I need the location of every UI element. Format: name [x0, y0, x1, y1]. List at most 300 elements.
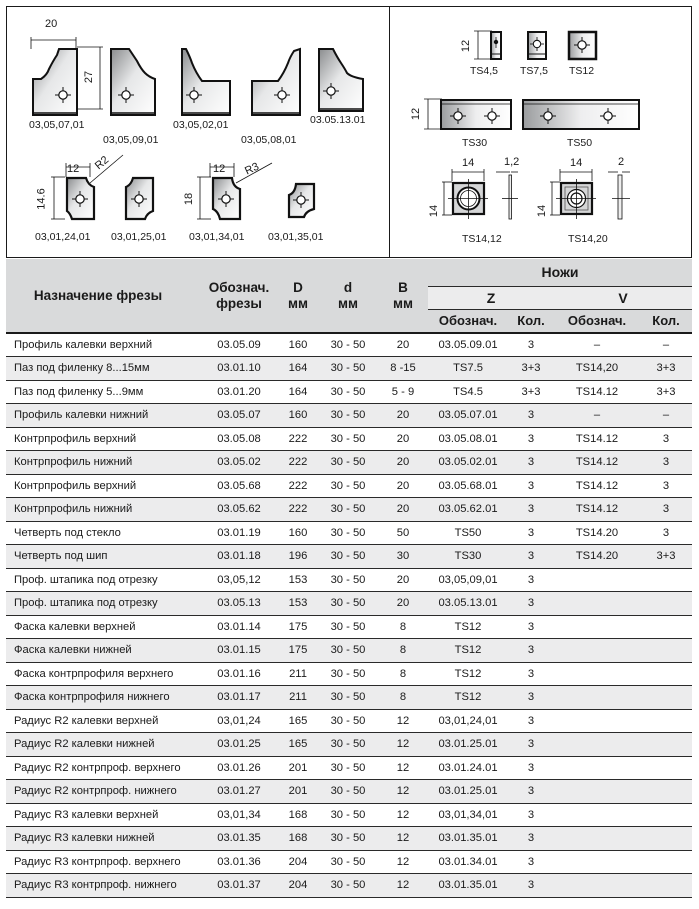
cell-cutter-code: 03.01.36 [200, 850, 278, 874]
profile-height-dim: 27 [83, 70, 96, 84]
r2-radius-dim: R2 [92, 153, 112, 173]
cell-cutter-code: 03.05.08 [200, 427, 278, 451]
header-v-code: Обознач. [554, 309, 640, 333]
cell-purpose: Радиус R2 контрпроф. верхнего [6, 756, 200, 780]
cell-d: 30 - 50 [318, 709, 378, 733]
cell-B: 20 [378, 404, 428, 428]
cell-purpose: Радиус R2 контрпроф. нижнего [6, 780, 200, 804]
ts1420-thickness-dim: 2 [618, 156, 625, 168]
cell-z-code: 03.01.34.01 [428, 850, 508, 874]
cell-D: 175 [278, 639, 318, 663]
cell-D: 175 [278, 615, 318, 639]
header-z-qty: Кол. [508, 309, 554, 333]
cell-z-code: TS30 [428, 545, 508, 569]
cell-purpose: Радиус R3 калевки нижней [6, 827, 200, 851]
cell-z-qty: 3 [508, 662, 554, 686]
cell-v-code [554, 850, 640, 874]
cell-B: 20 [378, 474, 428, 498]
cell-v-code: – [554, 404, 640, 428]
cell-cutter-code: 03.01.18 [200, 545, 278, 569]
cell-v-code [554, 733, 640, 757]
cell-z-qty: 3 [508, 615, 554, 639]
cell-z-qty: 3 [508, 545, 554, 569]
knife-label: 03,01,34,01 [189, 231, 245, 243]
cell-B: 8 [378, 615, 428, 639]
cell-B: 5 - 9 [378, 380, 428, 404]
cell-v-qty [640, 780, 692, 804]
knife-ts30-icon [440, 99, 512, 131]
cell-cutter-code: 03.01.37 [200, 874, 278, 898]
cell-z-code: 03,01,24,01 [428, 709, 508, 733]
table-row [6, 803, 692, 827]
knife-ts4-5-icon [490, 31, 502, 61]
cell-v-qty [640, 662, 692, 686]
cell-cutter-code: 03.01.27 [200, 780, 278, 804]
cell-z-qty: 3+3 [508, 357, 554, 381]
cell-purpose: Фаска контрпрофиля нижнего [6, 686, 200, 710]
cell-cutter-code: 03.05.02 [200, 451, 278, 475]
cell-z-code: TS12 [428, 615, 508, 639]
cell-purpose: Проф. штапика под отрезку [6, 592, 200, 616]
cell-B: 12 [378, 709, 428, 733]
cell-cutter-code: 03.01.15 [200, 639, 278, 663]
cell-B: 20 [378, 592, 428, 616]
ts-label: TS50 [567, 137, 593, 149]
header-B-label: B [398, 279, 408, 295]
knife-03-01-35-01-icon [288, 183, 316, 219]
knife-label: 03,01,25,01 [111, 231, 167, 243]
cell-purpose: Четверть под шип [6, 545, 200, 569]
cell-v-code: TS14.20 [554, 545, 640, 569]
cell-v-code [554, 568, 640, 592]
header-v-qty: Кол. [640, 309, 692, 333]
table-row [6, 639, 692, 663]
cell-v-code: TS14.12 [554, 474, 640, 498]
cell-z-code: 03.05.09.01 [428, 333, 508, 357]
table-row [6, 780, 692, 804]
cell-d: 30 - 50 [318, 662, 378, 686]
r2-height-dim: 14.6 [35, 188, 48, 210]
cell-B: 50 [378, 521, 428, 545]
cell-z-qty: 3 [508, 803, 554, 827]
cell-v-qty [640, 686, 692, 710]
cell-d: 30 - 50 [318, 451, 378, 475]
cell-v-qty [640, 639, 692, 663]
cell-z-code: 03.05.62.01 [428, 498, 508, 522]
header-knives: Ножи [428, 259, 692, 286]
cell-z-code: 03.01.35.01 [428, 827, 508, 851]
table-row [6, 380, 692, 404]
cell-cutter-code: 03,05,12 [200, 568, 278, 592]
cell-v-qty: – [640, 333, 692, 357]
cell-z-qty: 3 [508, 333, 554, 357]
cell-B: 12 [378, 803, 428, 827]
cell-z-qty: 3 [508, 427, 554, 451]
profile-knives-drawing-panel [6, 6, 390, 258]
header-B [378, 259, 428, 333]
knife-ts50-icon [522, 99, 640, 131]
cell-v-code [554, 756, 640, 780]
cell-v-qty: 3 [640, 474, 692, 498]
cell-D: 153 [278, 592, 318, 616]
header-knives-Z: Z [428, 286, 554, 309]
ts-label: TS30 [462, 137, 488, 149]
table-row [6, 827, 692, 851]
cell-v-qty [640, 874, 692, 898]
cell-B: 12 [378, 780, 428, 804]
cell-z-qty: 3 [508, 474, 554, 498]
cell-z-qty: 3 [508, 404, 554, 428]
cell-B: 8 -15 [378, 357, 428, 381]
r3-height-dim: 18 [183, 192, 196, 206]
table-row [6, 874, 692, 898]
ts-long-height-dim: 12 [410, 107, 423, 121]
cell-d: 30 - 50 [318, 803, 378, 827]
profile-width-dim: 20 [45, 18, 58, 30]
cell-z-code: 03.01.25.01 [428, 780, 508, 804]
cell-d: 30 - 50 [318, 850, 378, 874]
cell-v-qty [640, 709, 692, 733]
header-cutter-code-label: Обознач. фрезы [208, 279, 270, 311]
cell-v-code: TS14.20 [554, 521, 640, 545]
cell-D: 201 [278, 756, 318, 780]
cell-d: 30 - 50 [318, 615, 378, 639]
ts1412-size-dim: 14 [462, 157, 475, 169]
ts-label: TS14,20 [568, 233, 608, 245]
ts-small-height-dimension-icon [470, 31, 492, 61]
cell-cutter-code: 03,01,34 [200, 803, 278, 827]
ts-knives-drawing-panel [389, 6, 692, 258]
cell-z-code: TS4.5 [428, 380, 508, 404]
cell-v-qty [640, 592, 692, 616]
cell-d: 30 - 50 [318, 686, 378, 710]
header-z-code: Обознач. [428, 309, 508, 333]
table-row [6, 568, 692, 592]
cell-d: 30 - 50 [318, 780, 378, 804]
cell-cutter-code: 03.01.19 [200, 521, 278, 545]
table-row [6, 427, 692, 451]
cell-v-qty [640, 827, 692, 851]
cell-D: 165 [278, 733, 318, 757]
cell-D: 201 [278, 780, 318, 804]
cell-D: 196 [278, 545, 318, 569]
cell-purpose: Контрпрофиль нижний [6, 451, 200, 475]
table-row [6, 521, 692, 545]
header-cutter-code [200, 259, 278, 333]
cell-z-code: 03.01.25.01 [428, 733, 508, 757]
cell-v-qty: 3 [640, 451, 692, 475]
cell-z-qty: 3+3 [508, 380, 554, 404]
knife-label: 03,05,02,01 [173, 119, 229, 131]
cell-d: 30 - 50 [318, 733, 378, 757]
cell-v-qty: 3 [640, 521, 692, 545]
cell-v-code [554, 662, 640, 686]
cell-z-code: TS12 [428, 639, 508, 663]
cell-purpose: Радиус R2 калевки верхней [6, 709, 200, 733]
cell-B: 20 [378, 427, 428, 451]
knife-03-05-13-01-icon [317, 47, 365, 113]
cell-z-qty: 3 [508, 874, 554, 898]
cell-purpose: Профиль калевки нижний [6, 404, 200, 428]
header-d-unit: мм [338, 295, 358, 311]
cell-z-code: TS12 [428, 686, 508, 710]
header-purpose: Назначение фрезы [6, 259, 200, 333]
cell-z-qty: 3 [508, 850, 554, 874]
cell-z-qty: 3 [508, 709, 554, 733]
cell-cutter-code: 03.05.62 [200, 498, 278, 522]
cell-B: 30 [378, 545, 428, 569]
cell-v-code [554, 780, 640, 804]
knife-03-05-09-01-icon [109, 47, 157, 117]
cell-purpose: Паз под филенку 8...15мм [6, 357, 200, 381]
table-row [6, 709, 692, 733]
cell-purpose: Фаска контрпрофиля верхнего [6, 662, 200, 686]
cell-z-code: 03,01,34,01 [428, 803, 508, 827]
cell-B: 20 [378, 333, 428, 357]
cell-B: 20 [378, 451, 428, 475]
cell-v-code [554, 639, 640, 663]
knife-03-01-25-01-icon [125, 177, 155, 221]
header-D-label: D [293, 279, 303, 295]
cell-d: 30 - 50 [318, 357, 378, 381]
table-row [6, 756, 692, 780]
cell-D: 222 [278, 427, 318, 451]
cell-B: 20 [378, 568, 428, 592]
knife-label: 03,05,08,01 [241, 134, 297, 146]
ts-long-height-dimension-icon [420, 99, 442, 131]
cell-purpose: Профиль калевки верхний [6, 333, 200, 357]
table-row [6, 733, 692, 757]
cell-purpose: Контрпрофиль нижний [6, 498, 200, 522]
table-row [6, 662, 692, 686]
cell-purpose: Четверть под стекло [6, 521, 200, 545]
cell-z-qty: 3 [508, 686, 554, 710]
cell-z-qty: 3 [508, 639, 554, 663]
cell-v-qty [640, 568, 692, 592]
cell-v-qty: – [640, 404, 692, 428]
ts-label: TS12 [569, 65, 595, 77]
cell-d: 30 - 50 [318, 874, 378, 898]
cell-z-code: 03.01.24.01 [428, 756, 508, 780]
table-row [6, 850, 692, 874]
cell-z-code: TS7.5 [428, 357, 508, 381]
cell-z-qty: 3 [508, 756, 554, 780]
cell-d: 30 - 50 [318, 521, 378, 545]
knife-03-05-08-01-icon [250, 47, 302, 117]
cell-B: 8 [378, 639, 428, 663]
cell-purpose: Радиус R3 калевки верхней [6, 803, 200, 827]
cell-cutter-code: 03.01.35 [200, 827, 278, 851]
cell-v-qty [640, 850, 692, 874]
cell-z-qty: 3 [508, 568, 554, 592]
knife-label: 03,01,35,01 [268, 231, 324, 243]
table-row [6, 333, 692, 357]
knife-03-01-34-01-icon [212, 177, 242, 221]
cell-D: 160 [278, 521, 318, 545]
cell-d: 30 - 50 [318, 498, 378, 522]
cell-D: 211 [278, 686, 318, 710]
table-header [6, 259, 692, 333]
r3-radius-dim: R3 [243, 160, 261, 178]
cell-purpose: Радиус R2 калевки нижней [6, 733, 200, 757]
cell-v-qty: 3+3 [640, 357, 692, 381]
cell-D: 164 [278, 380, 318, 404]
cell-cutter-code: 03,01,24 [200, 709, 278, 733]
cell-z-qty: 3 [508, 733, 554, 757]
cell-v-code [554, 803, 640, 827]
cell-v-code [554, 874, 640, 898]
r3-width-dim: 12 [213, 163, 226, 175]
cell-v-code [554, 709, 640, 733]
header-d-label: d [343, 279, 353, 295]
cell-v-code: – [554, 333, 640, 357]
cell-cutter-code: 03.05.07 [200, 404, 278, 428]
ts-label: TS14,12 [462, 233, 502, 245]
table-body [6, 333, 692, 897]
cell-d: 30 - 50 [318, 592, 378, 616]
header-D-unit: мм [288, 295, 308, 311]
cell-d: 30 - 50 [318, 756, 378, 780]
ts1412-thickness-dim: 1,2 [504, 156, 520, 168]
knife-ts14-20-icon [546, 169, 636, 229]
cell-z-qty: 3 [508, 827, 554, 851]
cell-z-code: 03.01.35.01 [428, 874, 508, 898]
cell-D: 160 [278, 333, 318, 357]
cell-d: 30 - 50 [318, 474, 378, 498]
cell-D: 153 [278, 568, 318, 592]
knife-label: 03,01,24,01 [35, 231, 91, 243]
cell-z-code: 03.05.02.01 [428, 451, 508, 475]
table-row [6, 686, 692, 710]
cell-B: 12 [378, 733, 428, 757]
ts1412-height-dim: 14 [428, 204, 441, 218]
cell-purpose: Фаска калевки нижней [6, 639, 200, 663]
cell-cutter-code: 03.01.20 [200, 380, 278, 404]
cell-cutter-code: 03.01.14 [200, 615, 278, 639]
cell-v-qty [640, 756, 692, 780]
header-D [278, 259, 318, 333]
cell-v-qty [640, 733, 692, 757]
cell-D: 211 [278, 662, 318, 686]
knife-ts14-12-icon [438, 169, 528, 229]
ts-label: TS7,5 [520, 65, 549, 77]
table-row [6, 592, 692, 616]
knife-ts7-5-icon [527, 31, 547, 61]
cell-v-code: TS14.12 [554, 427, 640, 451]
cell-B: 20 [378, 498, 428, 522]
cell-z-code: 03.05.68.01 [428, 474, 508, 498]
cell-v-code [554, 615, 640, 639]
cell-v-code: TS14.12 [554, 380, 640, 404]
cell-z-code: TS12 [428, 662, 508, 686]
cell-d: 30 - 50 [318, 380, 378, 404]
cell-cutter-code: 03.01.25 [200, 733, 278, 757]
knife-ts12-icon [568, 31, 598, 61]
cell-cutter-code: 03.01.17 [200, 686, 278, 710]
cell-z-code: 03.05.13.01 [428, 592, 508, 616]
cell-d: 30 - 50 [318, 568, 378, 592]
header-B-unit: мм [393, 295, 413, 311]
cell-cutter-code: 03.05.09 [200, 333, 278, 357]
cell-v-code: TS14,20 [554, 357, 640, 381]
table-row [6, 404, 692, 428]
knife-label: 03,05,09,01 [103, 134, 159, 146]
cell-z-code: TS50 [428, 521, 508, 545]
table-row [6, 451, 692, 475]
cell-D: 164 [278, 357, 318, 381]
cell-d: 30 - 50 [318, 333, 378, 357]
cell-D: 168 [278, 803, 318, 827]
cell-v-qty: 3+3 [640, 545, 692, 569]
cell-purpose: Проф. штапика под отрезку [6, 568, 200, 592]
cell-v-code: TS14.12 [554, 498, 640, 522]
cell-D: 222 [278, 451, 318, 475]
cell-z-qty: 3 [508, 780, 554, 804]
cell-v-qty [640, 803, 692, 827]
cell-D: 204 [278, 850, 318, 874]
r3-height-dimension-icon [193, 177, 213, 221]
cell-v-qty: 3+3 [640, 380, 692, 404]
knife-label: 03.05.13.01 [310, 114, 366, 126]
knife-03-01-24-01-icon [66, 177, 96, 221]
ts-label: TS4,5 [470, 65, 499, 77]
cell-purpose: Радиус R3 контрпроф. верхнего [6, 850, 200, 874]
cell-v-code: TS14.12 [554, 451, 640, 475]
cell-D: 222 [278, 498, 318, 522]
cell-d: 30 - 50 [318, 545, 378, 569]
cell-cutter-code: 03.05.68 [200, 474, 278, 498]
ts1420-height-dim: 14 [536, 204, 549, 218]
cell-B: 8 [378, 686, 428, 710]
table-row [6, 498, 692, 522]
cell-v-code [554, 827, 640, 851]
cell-purpose: Фаска калевки верхней [6, 615, 200, 639]
cell-d: 30 - 50 [318, 827, 378, 851]
cell-B: 12 [378, 874, 428, 898]
cell-d: 30 - 50 [318, 427, 378, 451]
cell-v-qty [640, 615, 692, 639]
cell-purpose: Радиус R3 контрпроф. нижнего [6, 874, 200, 898]
cell-v-code [554, 592, 640, 616]
cell-B: 12 [378, 756, 428, 780]
cell-purpose: Паз под филенку 5...9мм [6, 380, 200, 404]
cell-B: 12 [378, 850, 428, 874]
cell-z-code: 03.05.07.01 [428, 404, 508, 428]
knife-03-05-07-01-icon [31, 47, 79, 117]
cell-cutter-code: 03.01.10 [200, 357, 278, 381]
ts1420-size-dim: 14 [570, 157, 583, 169]
table-row [6, 357, 692, 381]
cell-z-code: 03.05.08.01 [428, 427, 508, 451]
table-row [6, 474, 692, 498]
cell-z-code: 03,05,09,01 [428, 568, 508, 592]
table-row [6, 615, 692, 639]
cell-d: 30 - 50 [318, 404, 378, 428]
header-d [318, 259, 378, 333]
cutter-spec-table [6, 259, 692, 898]
cell-d: 30 - 50 [318, 639, 378, 663]
header-knives-V: V [554, 286, 692, 309]
cell-purpose: Контрпрофиль верхний [6, 427, 200, 451]
cell-cutter-code: 03.01.26 [200, 756, 278, 780]
r2-height-dimension-icon [47, 177, 67, 221]
cell-D: 204 [278, 874, 318, 898]
cell-z-qty: 3 [508, 592, 554, 616]
cell-D: 165 [278, 709, 318, 733]
cell-z-qty: 3 [508, 451, 554, 475]
cell-z-qty: 3 [508, 521, 554, 545]
ts-small-height-dim: 12 [460, 39, 473, 53]
